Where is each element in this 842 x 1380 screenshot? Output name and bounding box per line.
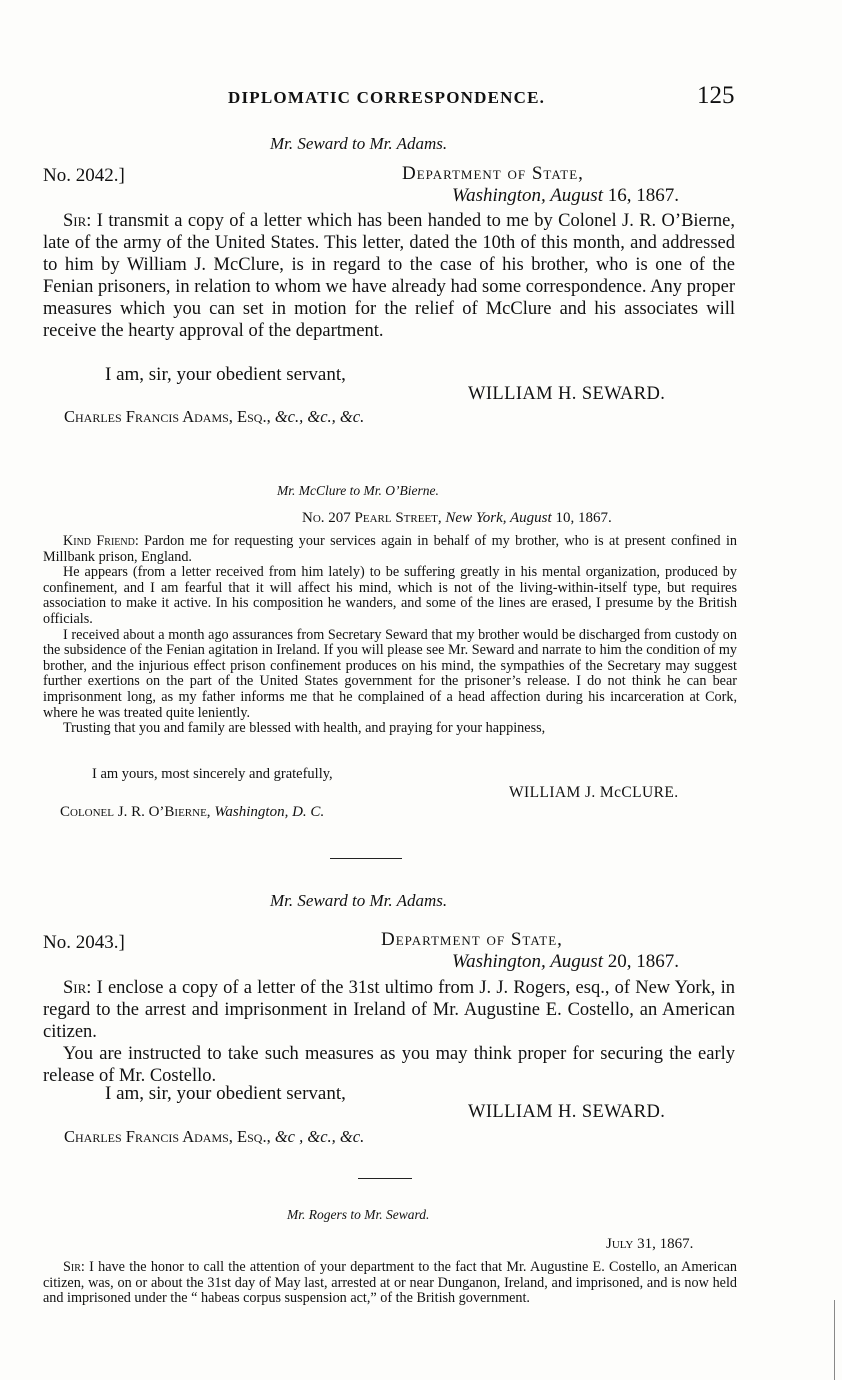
letter3-salutation: Sir: [63,978,92,998]
letter1-addressee [64,407,364,427]
letter3-date-place: Washington, August [452,951,603,972]
letter2-body [43,534,737,737]
letter3-date-rest: 20, 1867. [607,951,679,972]
letter2-addressee-name: Colonel J. R. O’Bierne, [60,804,211,820]
letter1-date-rest: 16, 1867. [607,185,679,206]
letter2-heading: Mr. McClure to Mr. O’Bierne. [277,483,439,498]
letter3-body [43,977,735,1087]
letter1-date-place: Washington, August [452,185,603,206]
letter1-addressee-etc: &c., &c., &c. [274,407,365,426]
letter3-addressee [64,1127,364,1147]
letter2-paragraph-1: Pardon me for requesting your services again in behalf of my brother, who is at present confined in Millbank prison, England. [43,533,738,565]
running-title: DIPLOMATIC CORRESPONDENCE. [228,88,546,107]
letter1-number: No. 2042.] [43,165,125,186]
letter2-addressee [60,804,324,821]
letter3-addressee-name: Charles Francis Adams, Esq., [64,1127,271,1146]
section-divider [358,1178,412,1179]
letter3-number: No. 2043.] [43,932,125,953]
letter4-body [43,1260,737,1307]
page-edge-line [834,1300,835,1380]
letter2-signature: WILLIAM J. McCLURE. [509,784,679,801]
letter4-paragraph-1: I have the honor to call the attention of your department to the fact that Mr. Augustine E. Costello, an American citizen, was, on or about the 31st day of May last, arrested at or near Dunganon, Ireland, and imprisoned, and is now held and imprisoned under the “ habeas corpus suspension act,” of the British government. [43,1259,738,1307]
letter3-addressee-etc: &c , &c., &c. [274,1127,365,1146]
page-number: 125 [697,82,735,109]
letter1-department: Department of State, [402,163,584,184]
letter3-heading: Mr. Seward to Mr. Adams. [270,891,448,910]
letter4-salutation: Sir: [63,1259,85,1275]
letter1-date [452,185,679,207]
letter2-address [302,510,612,527]
letter2-address-city: New York, August [445,510,552,526]
letter2-closing: I am yours, most sincerely and gratefully, [92,766,333,782]
letter3-department: Department of State, [381,929,563,950]
letter3-paragraph-1: I enclose a copy of a letter of the 31st ultimo from J. J. Rogers, esq., of New York, in regard to the arrest and imprisonment in Ireland of Mr. Augustine E. Costello, an American citizen. [43,978,735,1042]
letter4-date: July 31, 1867. [606,1236,694,1252]
letter1-body [43,210,735,342]
letter3-closing: I am, sir, your obedient servant, [105,1083,346,1104]
letter2-addressee-place: Washington, D. C. [214,804,325,820]
letter2-paragraph-3: I received about a month ago assurances from Secretary Seward that my brother would be discharged from custody on the subsidence of the Fenian agitation in Ireland. If you will please see Mr. Seward and narrate to him the condition of my brother, and the injurious effect prison confinement produces on his mind, the sympathies of the Secretary may suggest further exertions on the part of the United States government for the prisoner’s release. I do not think he can bear imprisonment long, as my father informs me that he complained of a head affection during his incarceration at Cork, where he was treated quite leniently. [43,626,737,721]
letter2-salutation: Kind Friend: [63,533,139,549]
letter2-address-street: No. 207 Pearl Street, [302,510,442,526]
letter1-signature: WILLIAM H. SEWARD. [468,384,666,404]
letter2-address-date: 10, 1867. [555,510,612,526]
letter3-date [452,951,679,973]
letter1-closing: I am, sir, your obedient servant, [105,364,346,385]
letter2-paragraph-4: Trusting that you and family are blessed with health, and praying for your happiness, [63,720,546,737]
letter2-paragraph-2: He appears (from a letter received from him lately) to be suffering greatly in his mental organization, produced by confinement, and I am fearful that it will affect his mind, which is not of the living-within-itself type, but requires association to make it active. In his composition he wanders, and some of the lines are erased, I presume by the British officials. [43,564,737,627]
letter1-heading: Mr. Seward to Mr. Adams. [270,134,448,153]
section-divider [330,858,402,859]
letter4-heading: Mr. Rogers to Mr. Seward. [287,1207,430,1222]
letter1-body-text: I transmit a copy of a letter which has been handed to me by Colonel J. R. O’Bierne, late of the army of the United States. This letter, dated the 10th of this month, and addressed to him by William J. McClure, is in regard to the case of his brother, who is one of the Fenian prisoners, in relation to whom we have already had some correspondence. Any proper measures which you can set in motion for the relief of McClure and his associates will receive the hearty approval of the department. [43,211,735,341]
letter1-addressee-name: Charles Francis Adams, Esq., [64,407,271,426]
letter1-salutation: Sir: [63,211,92,231]
letter3-paragraph-2: You are instructed to take such measures as you may think proper for securing the early release of Mr. Costello. [43,1044,735,1086]
letter3-signature: WILLIAM H. SEWARD. [468,1102,666,1122]
